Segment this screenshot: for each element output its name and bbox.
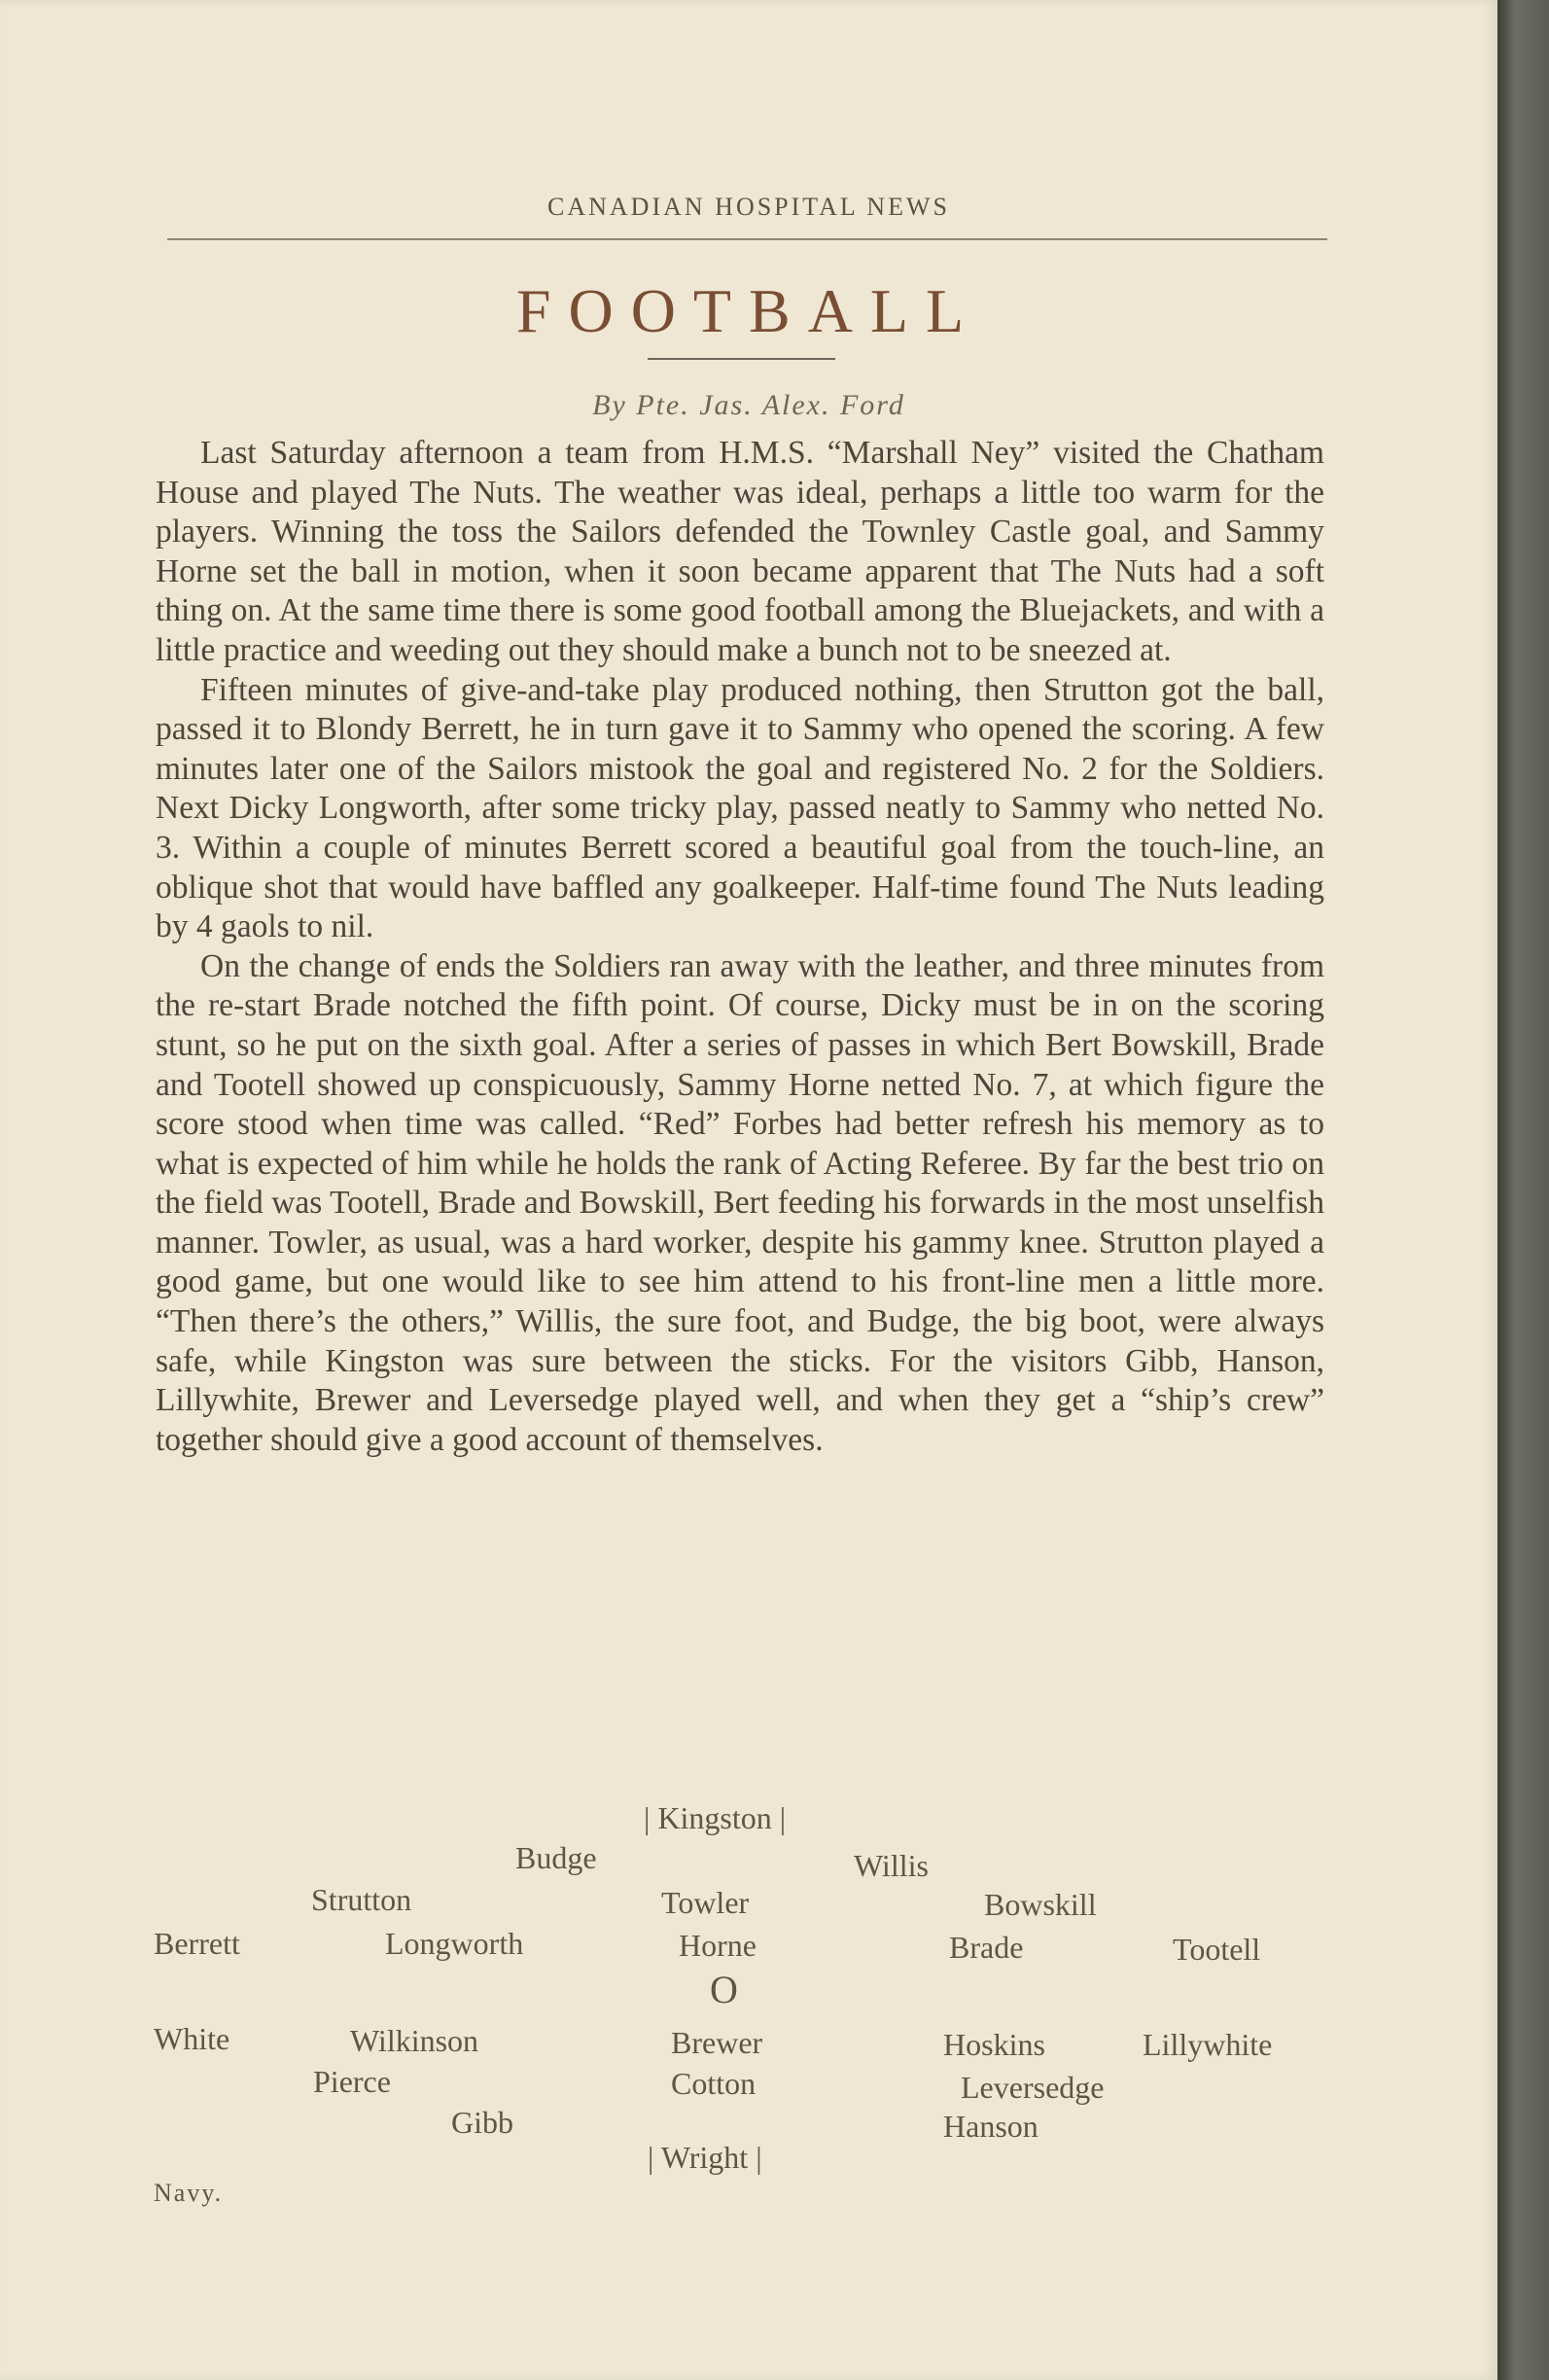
title-rule <box>648 358 835 360</box>
back-player: Willis <box>854 1848 929 1883</box>
paragraph: On the change of ends the Soldiers ran away with the leather, and three minutes from the re-start Brade notched the fifth point. Of course, Dicky must be in on the scoring stunt, so he put on the sixth goal. After a series of passes in which Bert Bowskill, Brade and Tootell showed up conspicuously, Sammy Horne netted No. 7, at which figure the score stood when time was called. “Red” Forbes had better refresh his memory as to what is expected of him while he holds the rank of Acting Referee. By far the best trio on the field was Tootell, Brade and Bowskill, Bert feeding his forwards in the most unselfish manner. Towler, as usual, was a hard worker, despite his gammy knee. Strutton played a good game, but one would like to see him attend to his front-line men a little more. “Then there’s the others,” Willis, the sure foot, and Budge, the big boot, were always safe, while Kingston was sure between the sticks. For the visitors Gibb, Hanson, Lillywhite, Brewer and Leversedge played well, and when they get a “ship’s crew” together should give a good account of themselves. <box>156 947 1324 1458</box>
navy-half: Pierce <box>313 2064 391 2099</box>
header-rule <box>167 238 1327 240</box>
navy-forward: Hoskins <box>943 2027 1045 2062</box>
navy-forward: White <box>154 2021 230 2056</box>
forward-player: Berrett <box>154 1926 240 1961</box>
navy-back: Hanson <box>943 2109 1039 2144</box>
byline: By Pte. Jas. Alex. Ford <box>592 389 905 421</box>
navy-back: Gibb <box>451 2105 513 2140</box>
navy-forward: Wilkinson <box>350 2023 479 2058</box>
navy-forward: Brewer <box>671 2025 763 2060</box>
goalkeeper-nuts: | Kingston | <box>644 1800 787 1835</box>
article-title: FOOTBALL <box>515 276 982 345</box>
navy-half: Leversedge <box>961 2070 1105 2105</box>
half-player: Towler <box>661 1885 750 1920</box>
navy-half: Cotton <box>671 2066 757 2101</box>
book-edge <box>1497 0 1549 2380</box>
article-body <box>156 434 1324 1460</box>
half-player: Bowskill <box>984 1887 1097 1922</box>
forward-player: Brade <box>949 1930 1024 1965</box>
forward-player: Tootell <box>1173 1932 1261 1967</box>
half-player: Strutton <box>311 1882 412 1917</box>
forward-player: Horne <box>679 1928 757 1963</box>
paragraph: Fifteen minutes of give-and-take play produced nothing, then Strutton got the ball, passed it to Blondy Berrett, he in turn gave it to Sammy who opened the scoring. A few minutes later one of the Sailors mistook the goal and registered No. 2 for the Soldiers. Next Dicky Longworth, after some tricky play, passed neatly to Sammy who netted No. 3. Within a couple of minutes Berrett scored a beautiful goal from the touch-line, an oblique shot that would have baffled any goalkeeper. Half-time found The Nuts leading by 4 gaols to nil. <box>156 671 1324 945</box>
navy-label: Navy. <box>154 2179 224 2207</box>
ball-marker: O <box>710 1968 738 2011</box>
back-player: Budge <box>515 1840 597 1875</box>
goalkeeper-navy: | Wright | <box>648 2140 762 2175</box>
navy-forward: Lillywhite <box>1143 2027 1273 2062</box>
forward-player: Longworth <box>385 1926 524 1961</box>
paragraph: Last Saturday afternoon a team from H.M.S. “Marshall Ney” visited the Chatham House and played The Nuts. The weather was ideal, perhaps a little too warm for the players. Winning the toss the Sailors defended the Townley Castle goal, and Sammy Horne set the ball in motion, when it soon became apparent that The Nuts had a soft thing on. At the same time there is some good football among the Bluejackets, and with a little practice and weeding out they should make a bunch not to be sneezed at. <box>156 435 1324 668</box>
running-head: CANADIAN HOSPITAL NEWS <box>547 193 950 221</box>
